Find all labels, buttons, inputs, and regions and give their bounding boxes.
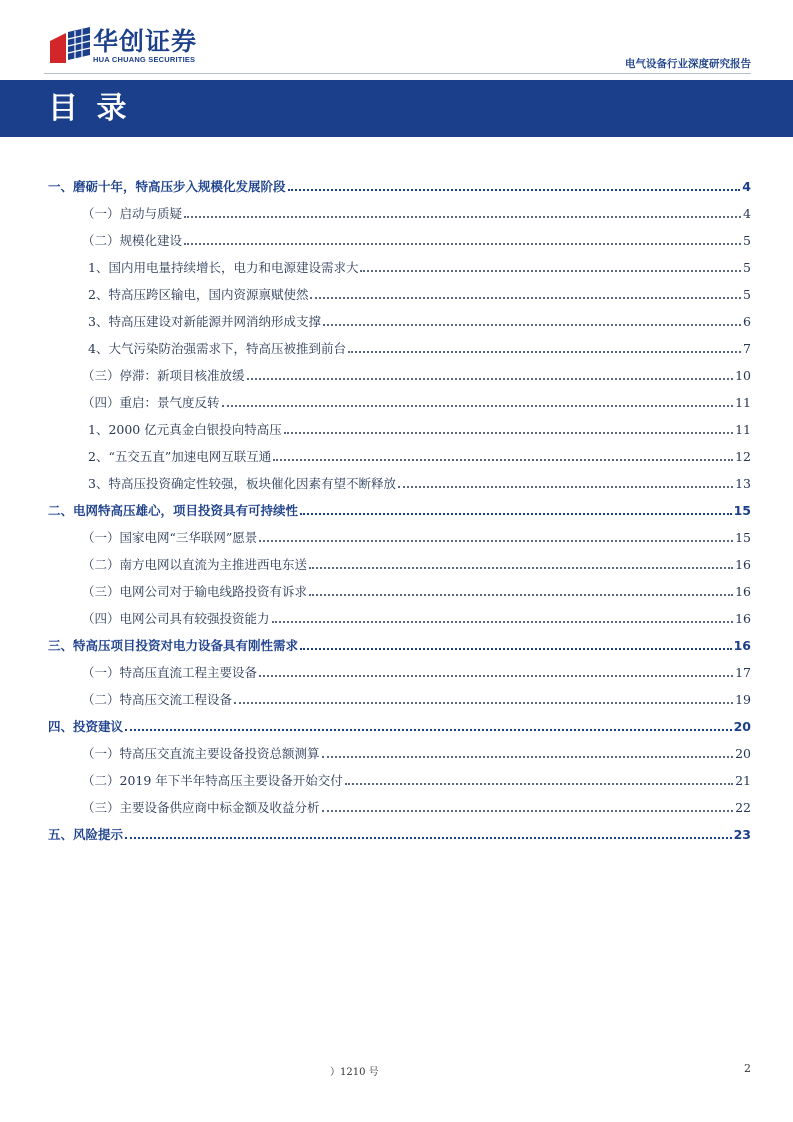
toc-entry-page: 13 <box>735 476 751 491</box>
toc-leader-dots <box>323 324 741 326</box>
table-of-contents <box>48 168 751 843</box>
toc-entry-page: 5 <box>743 260 751 275</box>
toc-entry[interactable] <box>48 384 751 411</box>
toc-entry-page: 22 <box>735 800 751 815</box>
toc-leader-dots <box>310 297 741 299</box>
toc-entry-title: 三、特高压项目投资对电力设备具有刚性需求 <box>48 638 299 653</box>
toc-leader-dots <box>284 432 733 434</box>
toc-entry-page: 10 <box>735 368 751 383</box>
toc-entry-title: （三）电网公司对于输电线路投资有诉求 <box>82 584 308 599</box>
toc-entry-title: （二）南方电网以直流为主推进西电东送 <box>82 557 308 572</box>
toc-entry[interactable] <box>48 600 751 627</box>
toc-entry[interactable] <box>48 573 751 600</box>
toc-entry-title: （一）特高压交直流主要设备投资总额测算 <box>82 746 320 761</box>
toc-entry-title: （二）规模化建设 <box>82 233 183 248</box>
toc-entry-page: 23 <box>733 827 751 842</box>
toc-leader-dots <box>300 648 732 650</box>
toc-entry[interactable] <box>48 762 751 789</box>
toc-entry[interactable] <box>48 411 751 438</box>
toc-entry-title: （二）2019 年下半年特高压主要设备开始交付 <box>82 773 343 788</box>
toc-entry-title: 五、风险提示 <box>48 827 124 842</box>
toc-entry-title: （二）特高压交流工程设备 <box>82 692 233 707</box>
toc-entry-title: 1、国内用电量持续增长，电力和电源建设需求大 <box>88 260 359 275</box>
toc-entry[interactable] <box>48 249 751 276</box>
toc-entry-title: （一）启动与质疑 <box>82 206 183 221</box>
toc-leader-dots <box>222 405 734 407</box>
page-number: 2 <box>744 1062 751 1075</box>
toc-entry-title: 1、2000 亿元真金白银投向特高压 <box>88 422 282 437</box>
toc-entry-title: 二、电网特高压雄心，项目投资具有可持续性 <box>48 503 299 518</box>
toc-entry-page: 16 <box>735 584 751 599</box>
toc-entry-title: （四）电网公司具有较强投资能力 <box>82 611 270 626</box>
toc-leader-dots <box>348 351 741 353</box>
toc-entry[interactable] <box>48 789 751 816</box>
toc-entry[interactable] <box>48 168 751 195</box>
toc-entry-title: 3、特高压投资确定性较强，板块催化因素有望不断释放 <box>88 476 396 491</box>
toc-entry[interactable] <box>48 195 751 222</box>
toc-leader-dots <box>398 486 733 488</box>
toc-leader-dots <box>309 594 733 596</box>
toc-entry-title: （四）重启：景气度反转 <box>82 395 220 410</box>
toc-entry-page: 4 <box>742 179 751 194</box>
toc-leader-dots <box>309 567 733 569</box>
logo-chinese-name: 华创证券 <box>93 27 198 56</box>
toc-entry[interactable] <box>48 465 751 492</box>
toc-leader-dots <box>247 378 734 380</box>
toc-entry-page: 20 <box>733 719 751 734</box>
toc-entry-title: 四、投资建议 <box>48 719 124 734</box>
toc-entry-page: 5 <box>743 233 751 248</box>
toc-entry-page: 17 <box>735 665 751 680</box>
toc-entry-page: 7 <box>743 341 751 356</box>
toc-leader-dots <box>273 459 733 461</box>
toc-entry[interactable] <box>48 681 751 708</box>
toc-entry[interactable] <box>48 546 751 573</box>
toc-leader-dots <box>259 675 733 677</box>
report-type: 电气设备行业深度研究报告 <box>625 58 751 70</box>
toc-entry-page: 19 <box>735 692 751 707</box>
toc-entry-title: 2、“五交五直”加速电网互联互通 <box>88 449 272 464</box>
toc-entry-title: 2、特高压跨区输电，国内资源禀赋使然 <box>88 287 309 302</box>
toc-entry-page: 16 <box>735 611 751 626</box>
toc-entry-title: （一）特高压直流工程主要设备 <box>82 665 258 680</box>
toc-leader-dots <box>272 621 734 623</box>
toc-entry-page: 15 <box>735 530 751 545</box>
toc-entry[interactable] <box>48 357 751 384</box>
toc-entry-title: （三）主要设备供应商中标金额及收益分析 <box>82 800 320 815</box>
toc-entry-page: 16 <box>735 557 751 572</box>
page-title: 目 录 <box>48 91 131 126</box>
toc-entry-page: 5 <box>743 287 751 302</box>
toc-entry-page: 12 <box>735 449 751 464</box>
toc-entry[interactable] <box>48 627 751 654</box>
toc-entry-page: 4 <box>743 206 751 221</box>
toc-entry[interactable] <box>48 276 751 303</box>
toc-entry-page: 11 <box>735 422 751 437</box>
toc-entry-page: 6 <box>743 314 751 329</box>
logo-english-name: HUA CHUANG SECURITIES <box>93 55 196 64</box>
toc-entry[interactable] <box>48 816 751 843</box>
toc-leader-dots <box>259 540 733 542</box>
toc-entry-page: 20 <box>735 746 751 761</box>
header-divider <box>44 73 751 74</box>
toc-entry-page: 15 <box>733 503 751 518</box>
toc-entry[interactable] <box>48 303 751 330</box>
toc-entry-page: 21 <box>735 773 751 788</box>
toc-leader-dots <box>184 216 741 218</box>
toc-entry[interactable] <box>48 438 751 465</box>
toc-leader-dots <box>360 270 741 272</box>
huachuang-logo-icon <box>50 27 90 63</box>
toc-leader-dots <box>234 702 733 704</box>
toc-entry-title: 4、大气污染防治强需求下，特高压被推到前台 <box>88 341 346 356</box>
toc-leader-dots <box>288 189 741 191</box>
toc-entry-title: 3、特高压建设对新能源并网消纳形成支撑 <box>88 314 321 329</box>
toc-entry-page: 16 <box>733 638 751 653</box>
toc-leader-dots <box>125 837 732 839</box>
toc-leader-dots <box>184 243 741 245</box>
toc-entry-title: 一、磨砺十年，特高压步入规模化发展阶段 <box>48 179 286 194</box>
footer-text: ）1210 号 <box>330 1067 379 1078</box>
toc-leader-dots <box>300 513 732 515</box>
toc-entry[interactable] <box>48 708 751 735</box>
toc-entry-page: 11 <box>735 395 751 410</box>
toc-entry[interactable] <box>48 330 751 357</box>
toc-entry[interactable] <box>48 735 751 762</box>
toc-entry-title: （一）国家电网“三华联网”愿景 <box>82 530 258 545</box>
toc-entry[interactable] <box>48 222 751 249</box>
toc-entry-title: （三）停滞：新项目核准放缓 <box>82 368 245 383</box>
toc-entry[interactable] <box>48 519 751 546</box>
page-header <box>0 0 793 80</box>
toc-leader-dots <box>322 756 734 758</box>
toc-entry[interactable] <box>48 654 751 681</box>
toc-leader-dots <box>125 729 732 731</box>
toc-entry[interactable] <box>48 492 751 519</box>
toc-leader-dots <box>345 783 733 785</box>
toc-leader-dots <box>322 810 734 812</box>
section-banner <box>0 80 793 137</box>
